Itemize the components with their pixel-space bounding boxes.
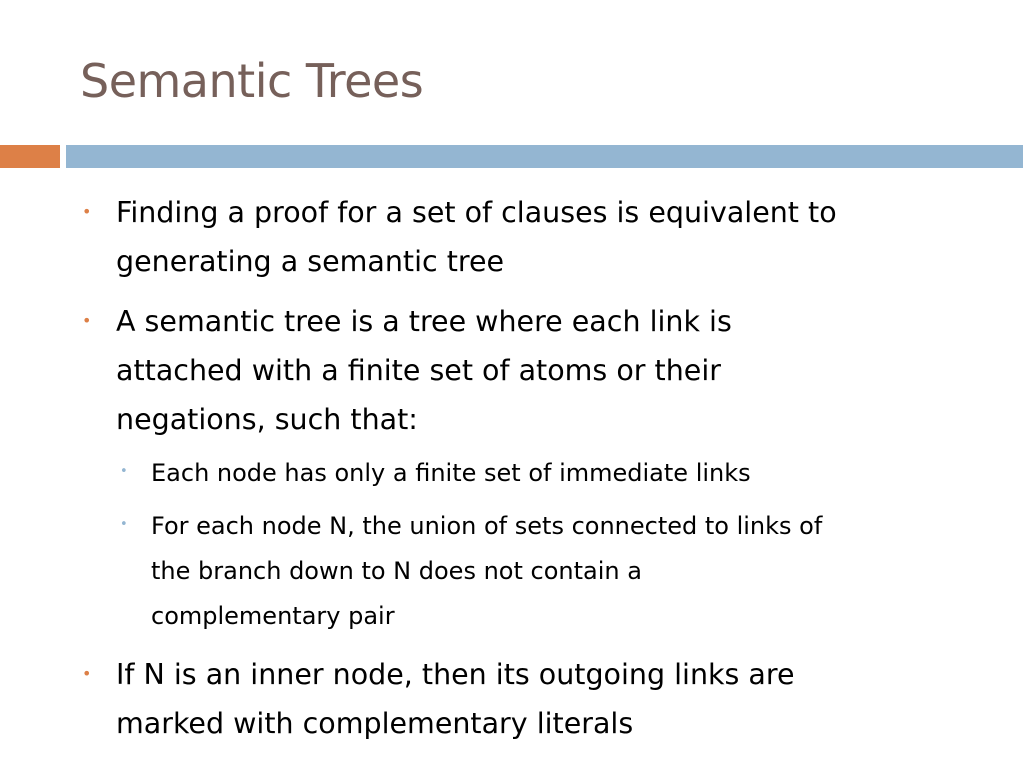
bullet-line: generating a semantic tree [116, 245, 505, 278]
sub-bullet-dot-icon: • [120, 517, 128, 532]
sub-bullet-line: complementary pair [151, 602, 395, 630]
bullet-dot-icon: • [82, 664, 92, 683]
bullet-line: If N is an inner node, then its outgoing links are [116, 658, 795, 691]
bullet-line: marked with complementary literals [116, 707, 634, 740]
sub-bullet-text [151, 504, 822, 639]
bullet-dot-icon: • [82, 311, 92, 330]
bullet-line: A semantic tree is a tree where each link is [116, 305, 732, 338]
sub-bullet-text [151, 450, 751, 496]
sub-bullet-line: Each node has only a finite set of immediate links [151, 459, 751, 487]
slide-title: Semantic Trees [80, 54, 424, 108]
sub-bullet-dot-icon: • [120, 464, 128, 479]
sub-bullet-line: the branch down to N does not contain a [151, 557, 642, 585]
bullet-text [116, 297, 732, 444]
bullet-line: Finding a proof for a set of clauses is equivalent to [116, 196, 837, 229]
bullet-text [116, 650, 795, 748]
bullet-line: attached with a finite set of atoms or their [116, 354, 721, 387]
bullet-dot-icon: • [82, 202, 92, 221]
sub-bullet-line: For each node N, the union of sets connected to links of [151, 512, 823, 540]
bullet-line: negations, such that: [116, 403, 418, 436]
bullet-text [116, 188, 837, 286]
